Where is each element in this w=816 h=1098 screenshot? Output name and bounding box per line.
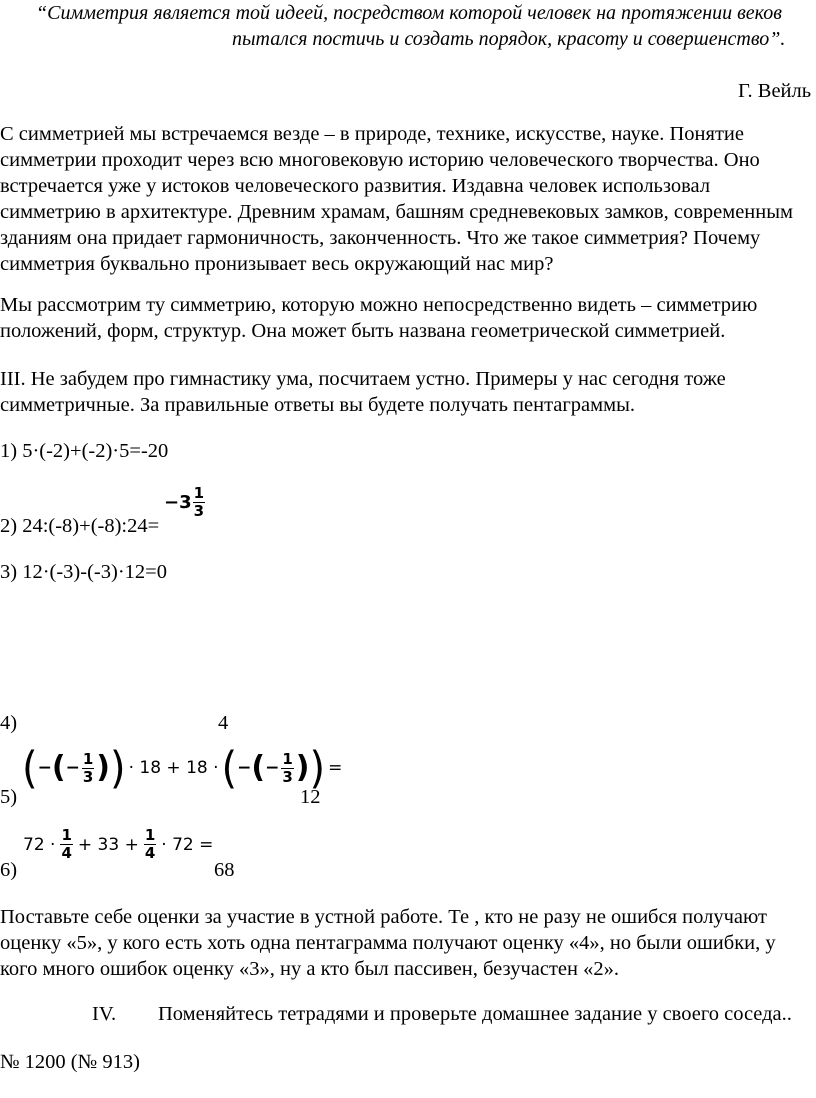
paren-open: ( — [251, 750, 266, 785]
equals-sign: = — [328, 758, 343, 778]
fraction-denominator: 4 — [61, 844, 72, 862]
exercise-6-label: 6) — [0, 859, 18, 881]
paren-close: ) — [309, 742, 326, 794]
minus-sign: − — [265, 758, 280, 778]
symmetry-paragraph — [0, 292, 816, 344]
text-line: III. Не забудем про гимнастику ума, посчитаем устно. Примеры у нас сегодня тоже — [0, 368, 726, 390]
homework-number: № 1200 (№ 913) — [0, 1051, 140, 1073]
text-line: симметрия буквально пронизывает весь окружающий нас мир? — [0, 253, 554, 275]
term: · 72 = — [161, 834, 214, 855]
exercise-5-expression — [22, 742, 345, 794]
exercise-2-answer — [164, 486, 205, 519]
fraction-numerator: 1 — [61, 826, 72, 844]
fraction — [144, 828, 156, 861]
fraction — [60, 828, 72, 861]
exercise-5-label: 5) — [0, 786, 18, 808]
paren-close: ) — [96, 750, 110, 785]
exercise-intro-paragraph — [0, 366, 816, 418]
exercise-6-answer: 68 — [214, 859, 235, 881]
paren-open: ( — [221, 742, 238, 794]
fraction-denominator: 3 — [193, 502, 205, 520]
text-line: зданиям она придает гармоничность, законченность. Что же такое симметрия? Почему — [0, 227, 761, 249]
fraction — [281, 749, 293, 786]
answer-whole: −3 — [164, 492, 192, 513]
text-line: С симметрией мы встречаемся везде – в природе, технике, искусстве, науке. Понятие — [0, 123, 744, 145]
intro-paragraph — [0, 121, 816, 277]
exercise-2: 2) 24:(-8)+(-8):24= — [0, 515, 160, 537]
text-line: симметрии проходит через всю многовековую историю человеческого творчества. Оно — [0, 149, 760, 171]
fraction-numerator: 1 — [193, 484, 205, 502]
text-line: встречается уже у истоков человеческого развития. Издавна человек использовал — [0, 175, 711, 197]
paren-close: ) — [109, 742, 126, 794]
fraction — [82, 749, 94, 786]
fraction-numerator: 1 — [82, 749, 94, 768]
minus-sign: − — [65, 758, 80, 778]
exercise-1: 1) 5·(-2)+(-2)·5=-20 — [0, 440, 169, 462]
text-line: Мы рассмотрим ту симметрию, которую можно непосредственно видеть – симметрию — [0, 294, 758, 316]
middle-term: · 18 + 18 · — [128, 758, 219, 778]
text-line: Поставьте себе оценки за участие в устной работе. Те , кто не разу не ошибся получают — [0, 906, 767, 928]
paren-open: ( — [51, 750, 66, 785]
paren-close: ) — [295, 750, 310, 785]
epigraph-author: Г. Вейль — [738, 80, 812, 102]
exercise-6-expression — [20, 828, 216, 861]
epigraph-line-1: “Симметрия является той идеей, посредством которой человек на протяжении веков — [36, 2, 782, 24]
section-4-text: Поменяйтесь тетрадями и проверьте домашнее задание у своего соседа.. — [158, 1003, 792, 1025]
minus-sign: − — [37, 758, 52, 778]
text-line: оценку «5», у кого есть хоть одна пентаграмма получают оценку «4», но были ошибки, у — [0, 932, 776, 954]
exercise-4-label: 4) — [0, 712, 18, 734]
text-line: симметричные. За правильные ответы вы будете получать пентаграммы. — [0, 394, 635, 416]
exercise-5-answer: 12 — [300, 786, 321, 808]
text-line: положений, форм, структур. Она может быть названа геометрической симметрией. — [0, 320, 726, 342]
epigraph-line-2: пытался постичь и создать порядок, красоту и совершенство”. — [232, 28, 786, 50]
fraction-numerator: 1 — [144, 826, 156, 844]
text-line: кого много ошибок оценку «3», ну а кто был пассивен, безучастен «2». — [0, 958, 619, 980]
exercise-3: 3) 12·(-3)-(-3)·12=0 — [0, 561, 167, 583]
grading-paragraph — [0, 904, 816, 982]
minus-sign: − — [237, 758, 252, 778]
answer-fraction — [193, 486, 205, 519]
fraction-denominator: 4 — [144, 844, 156, 862]
term: + 33 + — [77, 834, 139, 855]
text-line: симметрию в архитектуре. Древним храмам, башням средневековых замков, современным — [0, 201, 793, 223]
fraction-numerator: 1 — [282, 749, 293, 768]
exercise-4-answer: 4 — [218, 712, 229, 734]
section-4-number: IV. — [92, 1003, 117, 1025]
fraction-denominator: 3 — [282, 767, 293, 786]
fraction-denominator: 3 — [82, 767, 94, 786]
term: 72 · — [23, 834, 56, 855]
paren-open: ( — [22, 742, 38, 794]
